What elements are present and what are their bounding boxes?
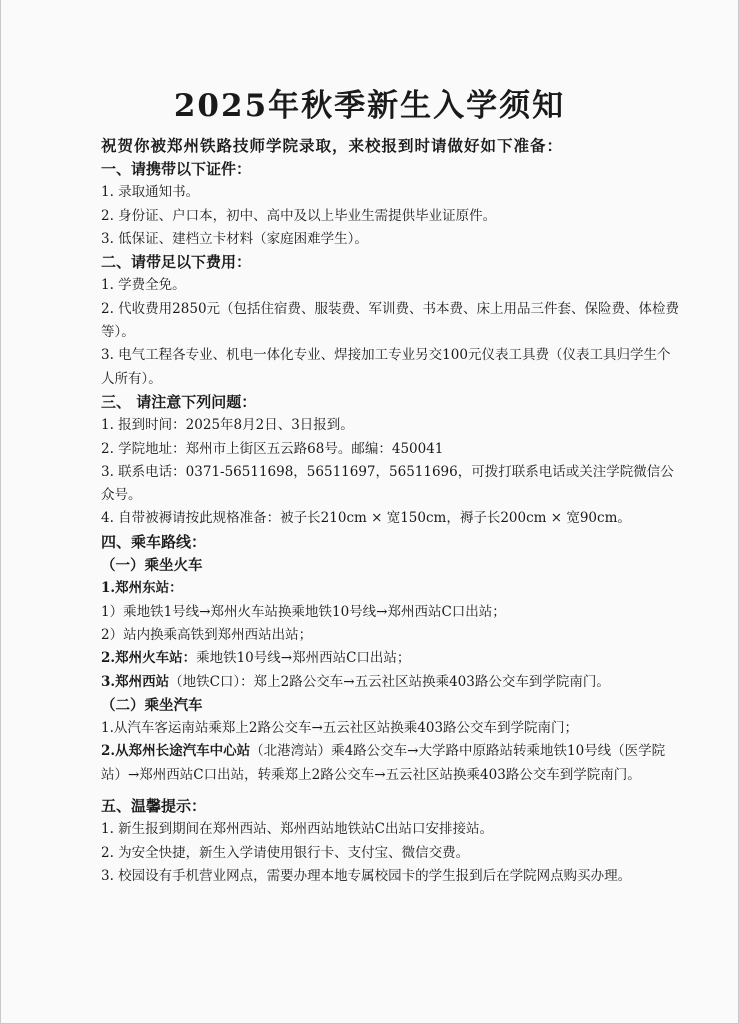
section-2-heading: 二、请带足以下费用： — [101, 253, 252, 272]
route-label: 2.从郑州长途汽车中心站 — [101, 743, 251, 760]
train-heading: （一）乘坐火车 — [101, 557, 203, 575]
route-zhengzhou-station — [101, 647, 681, 670]
section-5-heading: 五、温馨提示： — [101, 797, 207, 816]
route-text: 乘地铁10号线→郑州西站C口出站； — [196, 650, 411, 667]
section-1-item: 3. 低保证、建档立卡材料（家庭困难学生）。 — [101, 230, 368, 247]
tip-item: 1. 新生报到期间在郑州西站、郑州西站地铁站C出站口安排接站。 — [101, 821, 494, 838]
route-text: （地铁C口）：郑上2路公交车→五云社区站换乘403路公交车到学院南门。 — [169, 673, 610, 690]
section-3-heading: 三、 请注意下列问题： — [101, 392, 257, 411]
intro-text: 祝贺你被郑州铁路技师学院录取，来校报到时请做好如下准备： — [101, 136, 564, 155]
route-label: 2.郑州火车站： — [101, 650, 197, 667]
section-2-item: 2. 代收费用2850元（包括住宿费、服装费、军训费、书本费、床上用品三件套、保险费、体检费等）。 — [101, 300, 680, 341]
route-label: 3.郑州西站 — [101, 673, 170, 690]
route-option: 2）站内换乘高铁到郑州西站出站； — [101, 626, 313, 643]
section-1-item: 1. 录取通知书。 — [101, 184, 200, 201]
section-2-item: 3. 电气工程各专业、机电一体化专业、焊接加工专业另交100元仪表工具费（仪表工具归学生个人所有）。 — [101, 347, 671, 387]
section-1-item: 2. 身份证、户口本，初中、高中及以上毕业生需提供毕业证原件。 — [101, 207, 497, 224]
zhengzhou-east-label: 1.郑州东站： — [101, 580, 183, 597]
section-1-heading: 一、请携带以下证件： — [101, 160, 252, 178]
bus-route — [101, 740, 681, 787]
section-3-item: 3. 联系电话：0371-56511698，56511697，56511696，可拨打联系电话或关注学院微信公众号。 — [101, 463, 674, 504]
route-text: （北港湾站）乘4路公交车→大学路中原路站转乘地铁10号线（医学院站）→郑州西站C口出站，转乘郑上2路公交车→五云社区站换乘403路公交车到学院南门。 — [101, 743, 666, 783]
bus-route: 1.从汽车客运南站乘郑上2路公交车→五云社区站换乘403路公交车到学院南门； — [101, 720, 579, 737]
document-title: 2025年秋季新生入学须知 — [173, 88, 566, 124]
route-option: 1）乘地铁1号线→郑州火车站换乘地铁10号线→郑州西站C口出站； — [101, 603, 506, 620]
section-3-item: 2. 学院地址：郑州市上街区五云路68号。邮编：450041 — [101, 440, 444, 457]
section-4-heading: 四、乘车路线： — [101, 532, 207, 551]
route-zhengzhou-west — [101, 671, 681, 694]
document-body — [101, 158, 681, 888]
tip-item: 2. 为安全快捷，新生入学请使用银行卡、支付宝、微信交费。 — [101, 844, 470, 861]
section-3-item: 1. 报到时间：2025年8月2日、3日报到。 — [101, 417, 354, 434]
section-3-item: 4. 自带被褥请按此规格准备：被子长210cm × 宽150cm，褥子长200cm × 宽90cm。 — [101, 510, 631, 527]
bus-heading: （二）乘坐汽车 — [101, 696, 203, 714]
tip-item: 3. 校园设有手机营业网点，需要办理本地专属校园卡的学生报到后在学院网点购买办理。 — [101, 867, 632, 884]
section-2-item: 1. 学费全免。 — [101, 277, 186, 294]
